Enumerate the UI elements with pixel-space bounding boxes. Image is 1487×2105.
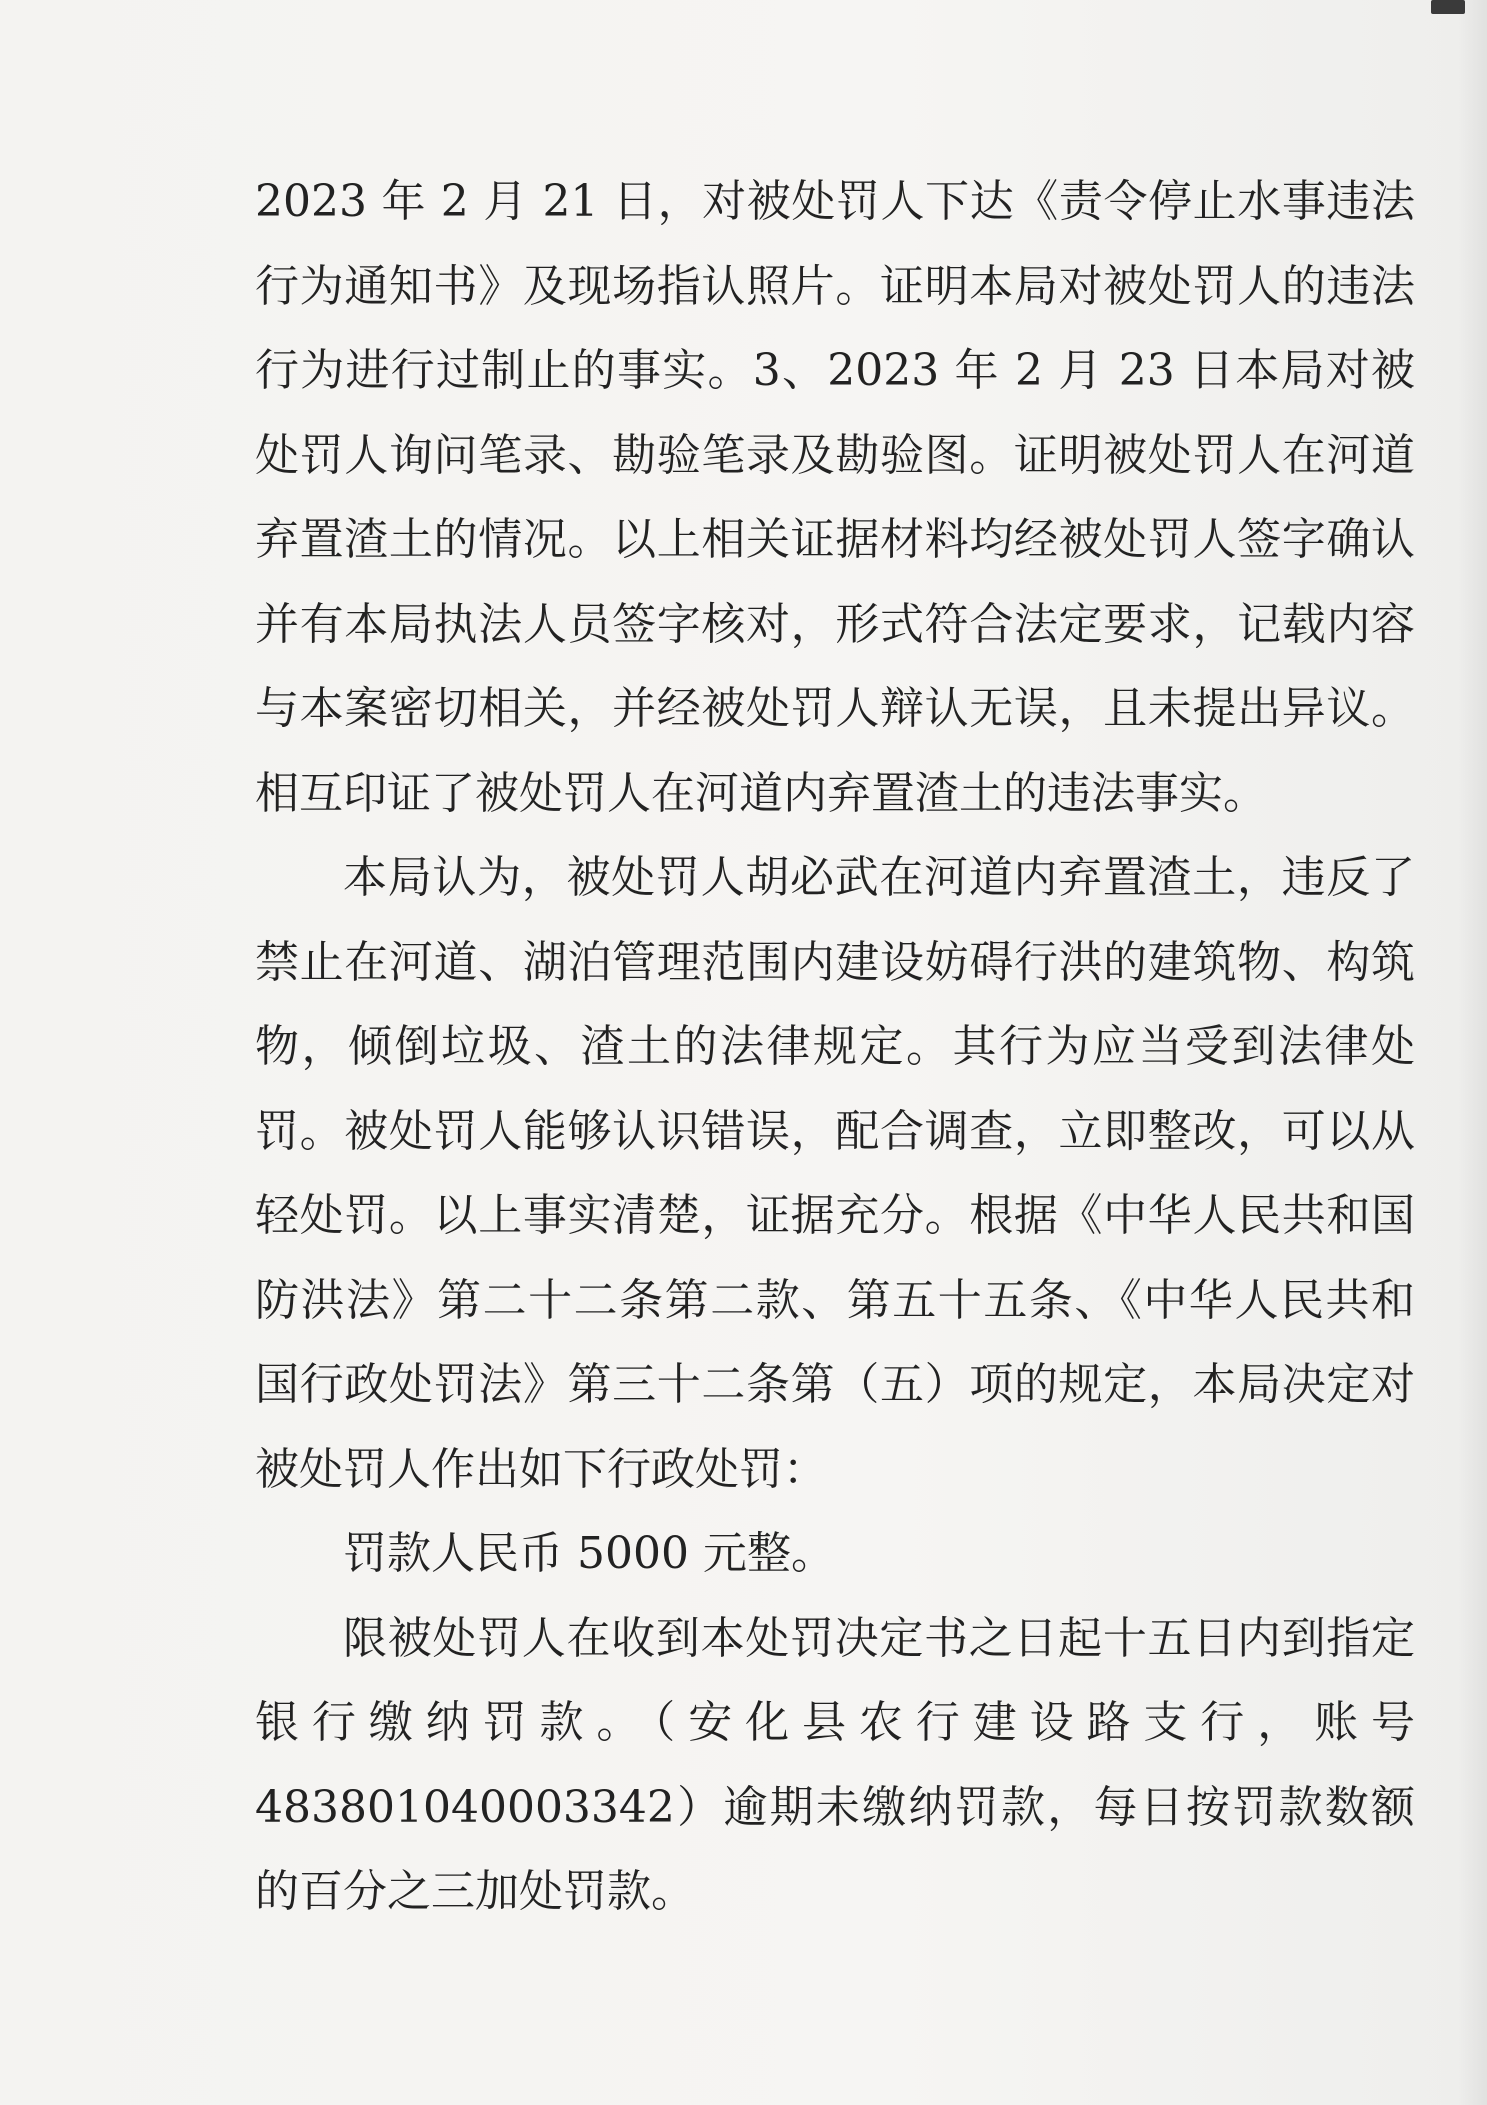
paragraph-payment: 限被处罚人在收到本处罚决定书之日起十五日内到指定银行缴纳罚款。（安化县农行建设路支行，账号483801040003342）逾期未缴纳罚款，每日按罚款数额的百分之三加处罚款。 (255, 1612, 1415, 1917)
paragraph-penalty: 罚款人民币 5000 元整。 (343, 1528, 835, 1579)
page-edge-shadow (1457, 0, 1487, 2105)
paragraph-finding: 本局认为，被处罚人胡必武在河道内弃置渣土，违反了禁止在河道、湖泊管理范围内建设妨碍行洪的建筑物、构筑物，倾倒垃圾、渣土的法律规定。其行为应当受到法律处罚。被处罚人能够认识错误，配合调查，立即整改，可以从轻处罚。以上事实清楚，证据充分。根据《中华人民共和国防洪法》第二十二条第二款、第五十五条、《中华人民共和国行政处罚法》第三十二条第（五）项的规定，本局决定对被处罚人作出如下行政处罚： (255, 852, 1415, 1495)
binder-clip-mark (1431, 0, 1465, 14)
document-body (255, 160, 1415, 1935)
paragraph-evidence: 2023 年 2 月 21 日，对被处罚人下达《责令停止水事违法行为通知书》及现场指认照片。证明本局对被处罚人的违法行为进行过制止的事实。3、2023 年 2 月 23 日本局对被处罚人询问笔录、勘验笔录及勘验图。证明被处罚人在河道弃置渣土的情况。以上相关证据材料均经被处罚人签字确认并有本局执法人员签字核对，形式符合法定要求，记载内容与本案密切相关，并经被处罚人辩认无误，且未提出异议。相互印证了被处罚人在河道内弃置渣土的违法事实。 (255, 176, 1415, 819)
